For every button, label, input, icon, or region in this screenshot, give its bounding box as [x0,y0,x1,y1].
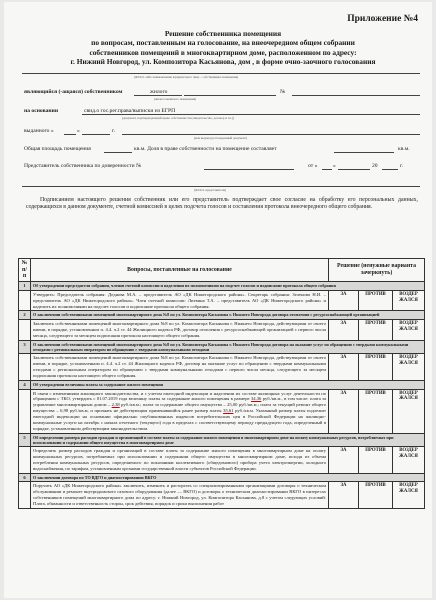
vote-abstain-label-1: ВОЗДЕР [399,447,418,453]
table-header-row [19,259,425,282]
vote-abstain-label-1: ВОЗДЕР [399,355,418,361]
rate-management-value: 2,38 [111,402,120,408]
title-line-2: по вопросам, поставленным на голосование, на внеочередном общем собрании [91,38,355,48]
vote-abstain-label-2: ЖАЛСЯ [399,489,418,495]
rate-total-value: 34,36 [250,396,262,402]
question-number: 3 [19,341,31,354]
vote-for-label: ЗА [340,355,347,361]
owner-label: являющийся (-ащаяся) собственником [24,89,123,95]
vote-abstain-option[interactable] [393,446,425,473]
question-text-part-c: руб./кв.м.; плата за содержание общего имущества – 25,00 руб./кв.м.; плата за текущий ремонт общего имущества – 6,98 руб./кв.м, и признать не действующим применявшийся ранее размер платы [33,402,326,414]
rate-old-value: 35,61 [223,408,234,414]
issued-year-suffix: г. [112,128,116,134]
vote-for-option[interactable] [329,290,359,311]
question-row-6 [19,482,425,509]
caption-issuer: (кем выдан/удостоверенный документ) [194,136,247,140]
vote-abstain-option[interactable] [393,320,425,341]
vote-against-option[interactable] [359,290,393,311]
question-text: Заключить собственниками помещений многоквартирного дома №8 по ул. Композитора Касьянова г. Нижнего Новгорода, действующими от своего имени, в порядке, установленном п. 4.4. ч.2 ст. 44 Жилищного кодекса РФ, договор на оказание услуг по обращению с твердыми коммунальными отходами с региональным оператором по обращению с твердыми коммунальными отходами с первого числа месяца, следующего за месяцем подписания протокола настоящего общего собрания. [31,354,329,381]
vote-against-option[interactable] [359,320,393,341]
question-heading: Об утверждении величины платы за содержание жилого помещения [31,380,425,389]
vote-for-label: ЗА [340,291,347,297]
vote-for-label: ЗА [340,483,347,489]
document-page [4,2,432,598]
question-text [31,389,329,433]
section-row-4 [19,380,425,389]
vote-abstain-label-2: ЖАЛСЯ [399,396,418,402]
caption-fio: (Ф.И.О. либо наименование юридического лица – собственника помещения) [134,75,239,79]
number-cell [19,290,31,311]
caption-rep: (Ф.И.О. представителя) [194,188,227,192]
room-number-field[interactable] [292,95,420,96]
question-heading: О заключении собственниками помещений многоквартирного дома №8 по ул. Композитора Касьянова г. Нижнего Новгорода договора на оказание услуг по обращению с твердыми коммунальными отходами с региональным оператором по обращению с твердыми коммунальными отходами [31,341,425,354]
question-number: 6 [19,473,31,482]
vote-for-option[interactable] [329,482,359,509]
area-label: Общая площадь помещения [24,146,91,152]
room-type-field[interactable] [134,95,182,96]
area-field[interactable] [104,152,132,153]
question-text: Определить размер расходов граждан и организаций в составе платы за содержание жилого помещения в многоквартирном доме на оплату коммунальных ресурсов, потребляемых при использовании и содержании общего имущества в многоквартирном доме, исходя из объема потребления коммунальных ресурсов, определяемого по показаниям коллективного (общедомового) прибора учета электроэнергии, холодного водоснабжения, по тарифам, установленным органами государственной власти субъектов Российской Федерации. [31,446,329,473]
number-cell [19,389,31,433]
issued-quote: » [77,128,80,134]
question-heading: Об утверждении председателя собрания, членов счетной комиссии и наделении их полномочиями на подсчет голосов и подписание протокола общего собрания [31,281,425,290]
question-heading: Об определении размера расходов граждан и организаций в составе платы за содержание жилого помещения в многоквартирном доме на оплату коммунальных ресурсов, потребляемых при использовании и содержании общего имущества в многоквартирном доме [31,433,425,446]
basis-value: свид.о гос.рег.права/выписки из ЕГРП [84,108,176,114]
rep-year-field[interactable] [382,169,398,170]
rep-from: от « [308,163,318,169]
rep-name-field[interactable] [22,186,420,187]
vote-against-label: ПРОТИВ [365,291,386,297]
vote-against-label: ПРОТИВ [365,483,386,489]
question-row-4 [19,389,425,433]
vote-abstain-label-1: ВОЗДЕР [399,321,418,327]
document-title [24,29,422,67]
vote-against-option[interactable] [359,389,393,433]
title-line-4: г. Нижний Новгород, ул. Композитора Касьянова, дом , в форме очно-заочного голосования [70,57,376,67]
issued-label: выданного « [24,128,54,134]
title-line-3: собственников помещений в многоквартирном доме, расположенном по адресу: [89,47,357,57]
vote-for-label: ЗА [340,321,347,327]
question-text: Утвердить: Председатель собрания: Деднова М.А. – представитель АО «ДК Нижегородского района». Секретарь собрания: Зеленова Н.И. – представитель АО «ДК Нижегородского района». Член счетной комиссии: Литвина Т.А. – представитель АО «ДК Нижегородского района» и наделить их полномочиями на подсчет голосов и подписание протокола общего собрания. [31,290,329,311]
section-row-2 [19,311,425,320]
appendix-label: Приложение №4 [347,14,418,24]
question-number: 2 [19,311,31,320]
question-heading: О заключении договора по ТО ВДГО и диагностированию ВКГО [31,473,425,482]
vote-abstain-option[interactable] [393,482,425,509]
col-decision-header: Решение (ненужные варианта зачеркнуть) [329,259,425,282]
col-num-header: № п/п [19,259,31,282]
question-text-part-b: руб./кв.м., в том числе: плата за управление многоквартирным домом – [33,396,326,408]
question-text: Поручить АО «ДК Нижегородского района» заключить, изменить и расторгать со специализированными организациями договоры о техническом обслуживании и ремонте внутридомового газового оборудования (далее — ВКГО) и договоры о техническом диагностировании ВКГО в интересах собственников помещений многоквартирного дома по адресу: г. Нижний Новгород, ул. Композитора Касьянова, д.8 с учетом следующих условий: Плата, обязанности и ответственность сторон, срок действия, порядок и сроки выполнения работ [31,482,329,509]
voting-table [18,258,425,509]
room-type-extra-field[interactable] [184,95,276,96]
question-number: 4 [19,380,31,389]
vote-against-label: ПРОТИВ [365,390,386,396]
question-text: Заключить собственниками помещений многоквартирного дома №8 по ул. Композитора Касьянова г. Нижнего Новгорода, действующими от своего имени, в порядке, установленном п. 4.4. ч.2 ст. 44 Жилищного кодекса РФ, договор отопления с ресурсоснабжающей организацией с первого числа месяца, следующего за месяцем подписания протокола настоящего общего собрания. [31,320,329,341]
rep-day-field[interactable] [322,169,332,170]
issued-day-field[interactable] [64,134,76,135]
share-field[interactable] [334,152,394,153]
vote-abstain-label-1: ВОЗДЕР [399,483,418,489]
question-number: 5 [19,433,31,446]
vote-against-option[interactable] [359,446,393,473]
rep-month-field[interactable] [338,169,370,170]
rep-label: Представитель собственника по доверенности № [24,163,142,169]
vote-against-option[interactable] [359,482,393,509]
section-row-3 [19,341,425,354]
vote-for-option[interactable] [329,320,359,341]
basis-field[interactable] [82,114,420,115]
number-cell [19,482,31,509]
vote-against-option[interactable] [359,354,393,381]
rep-number-field[interactable] [204,169,294,170]
basis-label: на основании [24,108,59,114]
question-text-part-a: В связи с изменениями жилищного законодательства, и с учетом ежегодной индексации и наделении их составе жилищных услуг деятельности по обращению с ТКО, утвердить с 01.07.2019 года величину платы за содержание жилого помещения в размере [33,390,326,402]
number-cell [19,446,31,473]
question-row-2 [19,320,425,341]
issuer-field[interactable] [122,134,420,135]
section-row-1 [19,281,425,290]
vote-against-label: ПРОТИВ [365,321,386,327]
section-row-6 [19,473,425,482]
section-row-5 [19,433,425,446]
room-number-sign: № [280,89,286,95]
rep-quote: » [333,163,336,169]
question-heading: О заключении собственниками помещений многоквартирного дома №8 по ул. Композитора Касьянова г. Нижнего Новгорода договора отопления с ресурсоснабжающей организацией [31,311,425,320]
question-text-part-d: руб./кв.м. Указанный размер платы подлежит ежегодной индексации на основании официально опубликованных индексов потребительских цен в Российской Федерации на жилищно-коммунальные услуги на октябрь с начала отчетного (текущего) года в пределах с соответствующему периоду предыдущего года, определенный в порядке, установленном действующим законодательством. [33,408,326,431]
question-number: 1 [19,281,31,290]
consent-paragraph: Подписанием настоящего решения собственник или его представитель подтверждает свое согласие на обработку его персональных данных, содержащихся в данном документе, счетной комиссией в целях подсчета голосов и составления протокола внеочередного общего собрания. [26,197,418,210]
rep-year-prefix: 20 [372,163,378,169]
vote-abstain-label-2: ЖАЛСЯ [399,360,418,366]
vote-for-option[interactable] [329,354,359,381]
vote-for-label: ЗА [340,390,347,396]
room-type-value: жилого [150,89,168,95]
rep-year-suffix: г. [400,163,404,169]
col-question-header: Вопросы, поставленные на голосование [31,259,329,282]
vote-abstain-label-2: ЖАЛСЯ [399,453,418,459]
issued-month-field[interactable] [82,134,110,135]
vote-abstain-option[interactable] [393,389,425,433]
vote-abstain-label-2: ЖАЛСЯ [399,327,418,333]
vote-for-label: ЗА [340,447,347,453]
question-row-5 [19,446,425,473]
vote-abstain-option[interactable] [393,354,425,381]
vote-abstain-label-1: ВОЗДЕР [399,291,418,297]
question-row-1 [19,290,425,311]
caption-room: (жилого/нежилого помещения) [154,97,197,101]
area-unit: кв.м. Доля в праве собственности на помещение составляет [134,146,277,152]
number-cell [19,320,31,341]
vote-against-label: ПРОТИВ [365,447,386,453]
vote-abstain-option[interactable] [393,290,425,311]
vote-abstain-label-1: ВОЗДЕР [399,390,418,396]
owner-name-field[interactable] [22,73,420,74]
title-line-1: Решение собственника помещения [164,29,282,38]
question-row-3 [19,354,425,381]
number-cell [19,354,31,381]
vote-against-label: ПРОТИВ [365,355,386,361]
caption-doc: (документ, подтверждающий право собственности (свидетельство, договор и т.п.)) [122,116,235,120]
vote-for-option[interactable] [329,389,359,433]
vote-abstain-label-2: ЖАЛСЯ [399,297,418,303]
area-tail: кв.м. [398,146,410,152]
vote-for-option[interactable] [329,446,359,473]
